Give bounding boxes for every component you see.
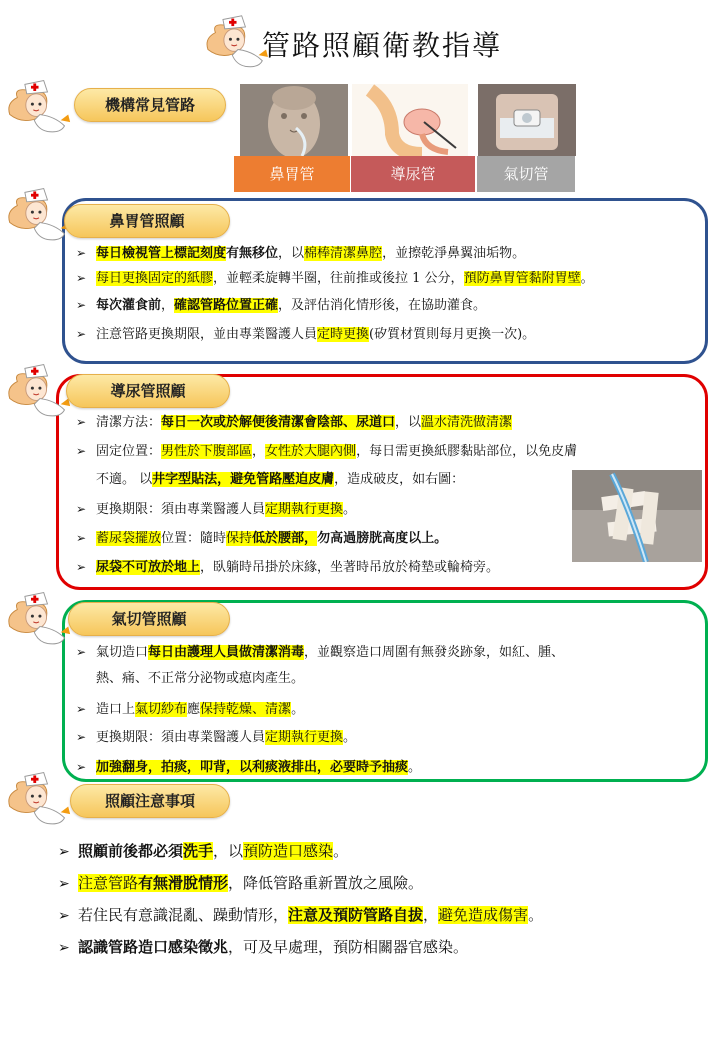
item-text: 定期執行更換: [265, 502, 344, 517]
foley-item-3: [76, 471, 464, 489]
mascot-types: [6, 76, 72, 142]
item-text: 注意管路更換期限，並由專業醫護人員: [96, 327, 318, 342]
item-text: ，臥躺時吊掛於床緣，坐著時吊放於椅墊或輪椅旁。: [200, 560, 500, 575]
foley-item-4: [76, 500, 356, 519]
item-text: ，以: [213, 842, 244, 860]
item-text: 注意管路: [78, 874, 139, 892]
label-care-notes: 照顧注意事項: [70, 784, 230, 818]
item-text: 照顧前後都必須: [78, 842, 184, 860]
item-text: ，以: [278, 246, 305, 261]
item-text: 保持乾燥、清潔: [200, 702, 292, 717]
item-text: 保持: [226, 531, 253, 546]
item-text: ，並輕柔旋轉半圈，往前推或後拉 1 公分，: [213, 271, 464, 286]
photo-ng-tube: [240, 84, 348, 156]
label-foley-care: 導尿管照顧: [66, 374, 230, 408]
item-text: 避免造成傷害: [438, 906, 529, 924]
item-text: 女性於大腿內側: [265, 444, 357, 459]
item-text: 有無滑脫情形: [138, 874, 229, 892]
photo-foley-diagram: [352, 84, 468, 156]
bullet-arrow-icon: ➢: [76, 645, 87, 659]
item-text: ，: [161, 298, 175, 313]
item-text: 每次灌食前: [96, 298, 162, 313]
item-text: 確認管路位置正確: [174, 298, 279, 313]
item-text: 每日檢視管上標記刻度: [96, 246, 227, 261]
item-text: 必要時予抽痰: [330, 760, 409, 775]
item-text: ，造成破皮，如右圖：: [334, 472, 465, 487]
bullet-arrow-icon: ➢: [76, 444, 87, 458]
bullet-arrow-icon: ➢: [58, 876, 70, 892]
item-text: 。: [580, 271, 594, 286]
notes-item-3: [58, 906, 543, 925]
item-text: 勿高過膀胱高度以上。: [317, 531, 448, 546]
ng-item-3: [76, 296, 486, 315]
item-text: 認識管路造口感染徵兆: [78, 938, 229, 956]
item-text: 每日一次或於解便後清潔會陰部、尿道口: [161, 415, 396, 430]
item-text: 溫水清洗做清潔: [421, 415, 513, 430]
photo-taping-method: [572, 470, 702, 562]
bullet-arrow-icon: ➢: [76, 246, 87, 260]
item-text: 棉棒清潔鼻腔: [304, 246, 383, 261]
trach-item-4: [76, 728, 356, 747]
item-text: 注意及預防管路自拔: [288, 906, 424, 924]
bullet-arrow-icon: ➢: [76, 760, 87, 774]
item-text: ，降低管路重新置放之風險。: [228, 874, 424, 892]
item-text: 清潔方法：: [96, 415, 162, 430]
item-text: 氣切造口: [96, 645, 149, 660]
mascot-trach: [6, 588, 72, 654]
item-text: 造口上: [96, 702, 136, 717]
bullet-arrow-icon: ➢: [76, 531, 87, 545]
item-text: 。: [343, 730, 357, 745]
item-text: 男性於下腹部區: [161, 444, 253, 459]
item-text: 。: [528, 906, 544, 924]
item-text: 井字型貼法，避免管路壓迫皮膚: [152, 472, 335, 487]
item-text: 不適。 以: [96, 472, 153, 487]
foley-item-2: [76, 442, 577, 461]
item-text: ，: [252, 444, 266, 459]
item-text: (矽質材質則每月更換一次)。: [369, 327, 536, 342]
item-text: 更換期限：須由專業醫護人員: [96, 502, 266, 517]
ng-item-4: [76, 325, 535, 344]
bullet-arrow-icon: ➢: [76, 702, 87, 716]
bullet-arrow-icon: ➢: [76, 560, 87, 574]
item-text: 位置：隨時: [161, 531, 227, 546]
item-text: ，並觀察造口周圍有無發炎跡象，如紅、腫、: [304, 645, 565, 660]
bullet-arrow-icon: ➢: [76, 730, 87, 744]
title-mascot: [204, 12, 270, 76]
item-text: 每日由護理人員做清潔消毒: [148, 645, 305, 660]
item-text: ，: [423, 906, 439, 924]
item-text: 預防造口感染: [243, 842, 334, 860]
bullet-arrow-icon: ➢: [58, 844, 70, 860]
label-ng-care: 鼻胃管照顧: [64, 204, 230, 238]
label-common-tubes: 機構常見管路: [74, 88, 226, 122]
foley-item-1: [76, 413, 512, 432]
bullet-arrow-icon: ➢: [76, 271, 87, 285]
ng-item-1: [76, 244, 525, 263]
item-text: 。: [408, 760, 422, 775]
item-text: 預防鼻胃管黏附胃壁: [463, 271, 581, 286]
bullet-arrow-icon: ➢: [76, 327, 87, 341]
item-text: 若住民有意識混亂、躁動情形，: [78, 906, 289, 924]
page-title: 管路照顧衛教指導: [262, 29, 503, 62]
foley-item-6: [76, 558, 499, 577]
notes-item-2: [58, 874, 423, 893]
caption-ng-tube: 鼻胃管: [234, 156, 350, 192]
mascot-notes: [6, 768, 72, 834]
trach-item-5: [76, 758, 421, 777]
trach-item-2: [76, 670, 304, 688]
item-text: 固定位置：: [96, 444, 162, 459]
item-text: 氣切紗布: [135, 702, 188, 717]
label-trach-care: 氣切管照顧: [68, 602, 230, 636]
item-text: 。: [333, 842, 349, 860]
item-text: 更換期限：須由專業醫護人員: [96, 730, 266, 745]
item-text: 定時更換: [317, 327, 370, 342]
item-text: 。: [343, 502, 357, 517]
trach-item-1: [76, 643, 564, 662]
item-text: 加強翻身，拍痰，叩背，以利痰液排出，: [96, 760, 331, 775]
item-text: 洗手: [183, 842, 214, 860]
caption-tracheostomy: 氣切管: [477, 156, 575, 192]
mascot-ng: [6, 184, 72, 250]
notes-item-1: [58, 842, 348, 861]
item-text: 每日更換固定的紙膠: [96, 271, 214, 286]
item-text: 蓄尿袋擺放: [96, 531, 162, 546]
caption-foley: 導尿管: [351, 156, 475, 192]
photo-tracheostomy: [478, 84, 576, 156]
item-text: 。: [291, 702, 305, 717]
item-text: 低於腰部，: [252, 531, 318, 546]
item-text: ，及評估消化情形後，在協助灌食。: [278, 298, 487, 313]
bullet-arrow-icon: ➢: [76, 502, 87, 516]
item-text: 應: [187, 702, 201, 717]
item-text: ，每日需更換紙膠黏貼部位，以免皮膚: [356, 444, 578, 459]
bullet-arrow-icon: ➢: [76, 415, 87, 429]
bullet-arrow-icon: ➢: [58, 908, 70, 924]
item-text: 尿袋不可放於地上: [96, 560, 201, 575]
item-text: ，並擦乾淨鼻翼油垢物。: [382, 246, 526, 261]
mascot-foley: [6, 360, 72, 426]
foley-item-5: [76, 529, 447, 548]
bullet-arrow-icon: ➢: [76, 298, 87, 312]
notes-item-4: [58, 938, 468, 957]
item-text: ，以: [395, 415, 422, 430]
item-text: 定期執行更換: [265, 730, 344, 745]
trach-item-3: [76, 700, 304, 719]
ng-item-2: [76, 269, 594, 288]
item-text: ，可及早處理，預防相關器官感染。: [228, 938, 469, 956]
bullet-arrow-icon: ➢: [58, 940, 70, 956]
item-text: 有無移位: [226, 246, 279, 261]
item-text: 熱、痛、不正常分泌物或瘜肉產生。: [96, 671, 305, 686]
